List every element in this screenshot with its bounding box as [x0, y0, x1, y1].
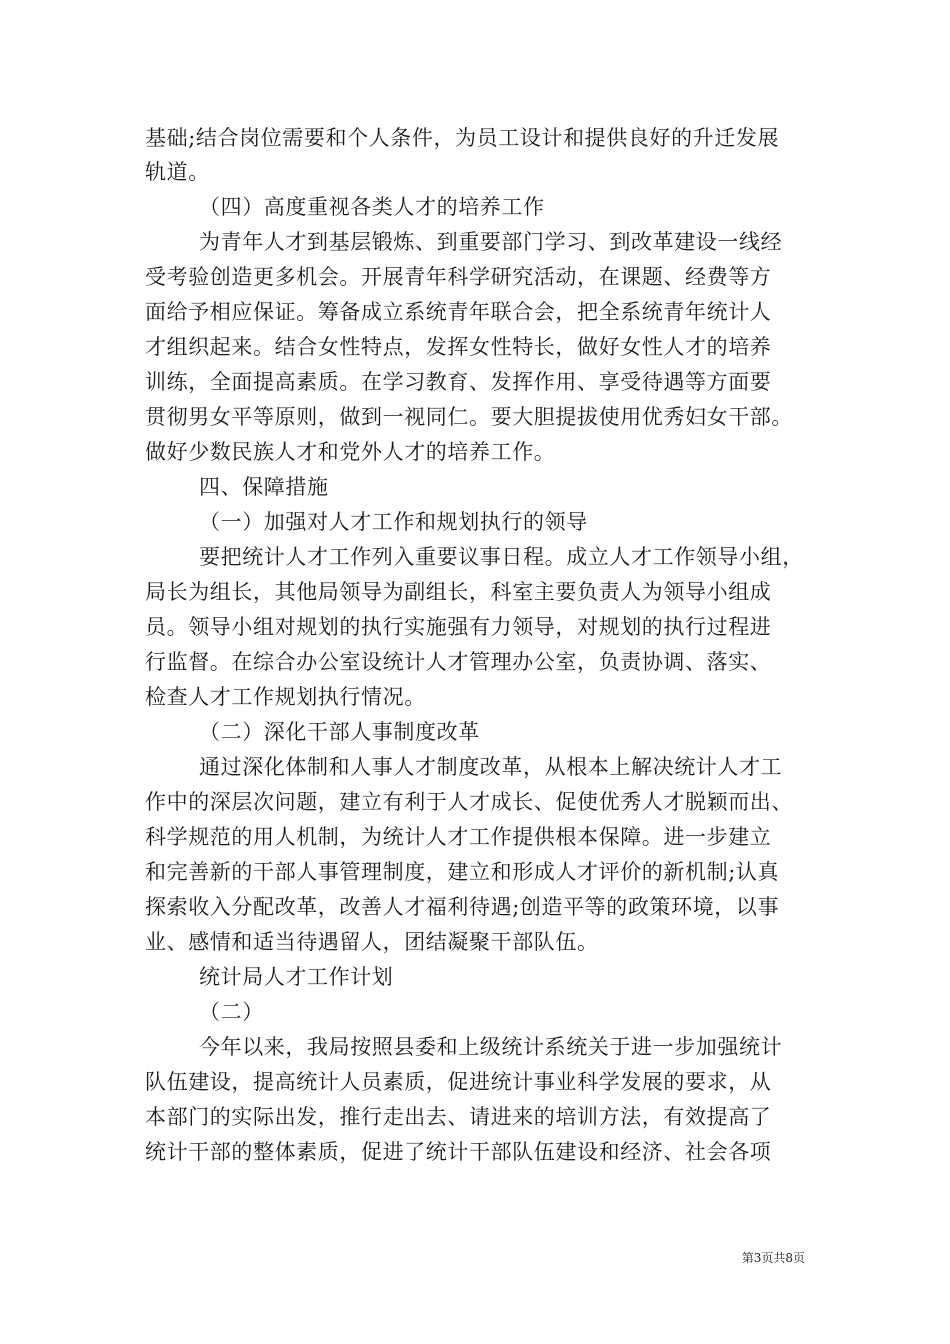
body-text-line: 才组织起来。结合女性特点，发挥女性特长，做好女性人才的培养 [145, 335, 772, 359]
body-text-line: 做好少数民族人才和党外人才的培养工作。 [145, 440, 556, 464]
body-text-line: 业、感情和适当待遇留人，团结凝聚干部队伍。 [145, 930, 599, 954]
body-text-line: 员。领导小组对规划的执行实施强有力领导，对规划的执行过程进 [145, 615, 772, 639]
body-text-line: 检查人才工作规划执行情况。 [145, 685, 426, 709]
body-text-line: 面给予相应保证。筹备成立系统青年联合会，把全系统青年统计人 [145, 300, 772, 324]
body-text-line: 科学规范的用人机制，为统计人才工作提供根本保障。进一步建立 [145, 825, 772, 849]
body-text-line: 本部门的实际出发，推行走出去、请进来的培训方法，有效提高了 [145, 1105, 772, 1129]
body-text-line: 探索收入分配改革，改善人才福利待遇;创造平等的政策环境，以事 [145, 895, 780, 919]
body-text-line: 轨道。 [145, 160, 210, 184]
body-text-line: 今年以来，我局按照县委和上级统计系统关于进一步加强统计 [199, 1035, 783, 1059]
body-text-line: 通过深化体制和人事人才制度改革，从根本上解决统计人才工 [199, 755, 783, 779]
body-text-line: 和完善新的干部人事管理制度，建立和形成人才评价的新机制;认真 [145, 860, 780, 884]
section-heading: （一）加强对人才工作和规划执行的领导 [199, 510, 588, 534]
body-text-line: 贯彻男女平等原则，做到一视同仁。要大胆提拔使用优秀妇女干部。 [145, 405, 793, 429]
body-text-line: 基础;结合岗位需要和个人条件，为员工设计和提供良好的升迁发展 [145, 126, 780, 150]
page-number: 第3页共8页 [741, 1251, 805, 1265]
body-text-line: 作中的深层次问题，建立有利于人才成长、促使优秀人才脱颖而出、 [145, 790, 793, 814]
body-text-line: 行监督。在综合办公室设统计人才管理办公室，负责协调、落实、 [145, 650, 772, 674]
body-text-line: 统计干部的整体素质，促进了统计干部队伍建设和经济、社会各项 [145, 1140, 772, 1164]
section-heading: 统计局人才工作计划 [199, 965, 394, 989]
section-heading: （二）深化干部人事制度改革 [199, 720, 480, 744]
body-text-line: 局长为组长，其他局领导为副组长，科室主要负责人为领导小组成 [145, 580, 772, 604]
body-text-line: 队伍建设，提高统计人员素质，促进统计事业科学发展的要求，从 [145, 1070, 772, 1094]
section-heading: （二） [199, 1000, 264, 1024]
section-heading: 四、保障措施 [199, 475, 329, 499]
body-text-line: 训练，全面提高素质。在学习教育、发挥作用、享受待遇等方面要 [145, 370, 772, 394]
body-text-line: 要把统计人才工作列入重要议事日程。成立人才工作领导小组， [199, 545, 804, 569]
body-text-line: 受考验创造更多机会。开展青年科学研究活动，在课题、经费等方 [145, 265, 772, 289]
body-text-line: 为青年人才到基层锻炼、到重要部门学习、到改革建设一线经 [199, 230, 783, 254]
section-heading: （四）高度重视各类人才的培养工作 [199, 195, 545, 219]
